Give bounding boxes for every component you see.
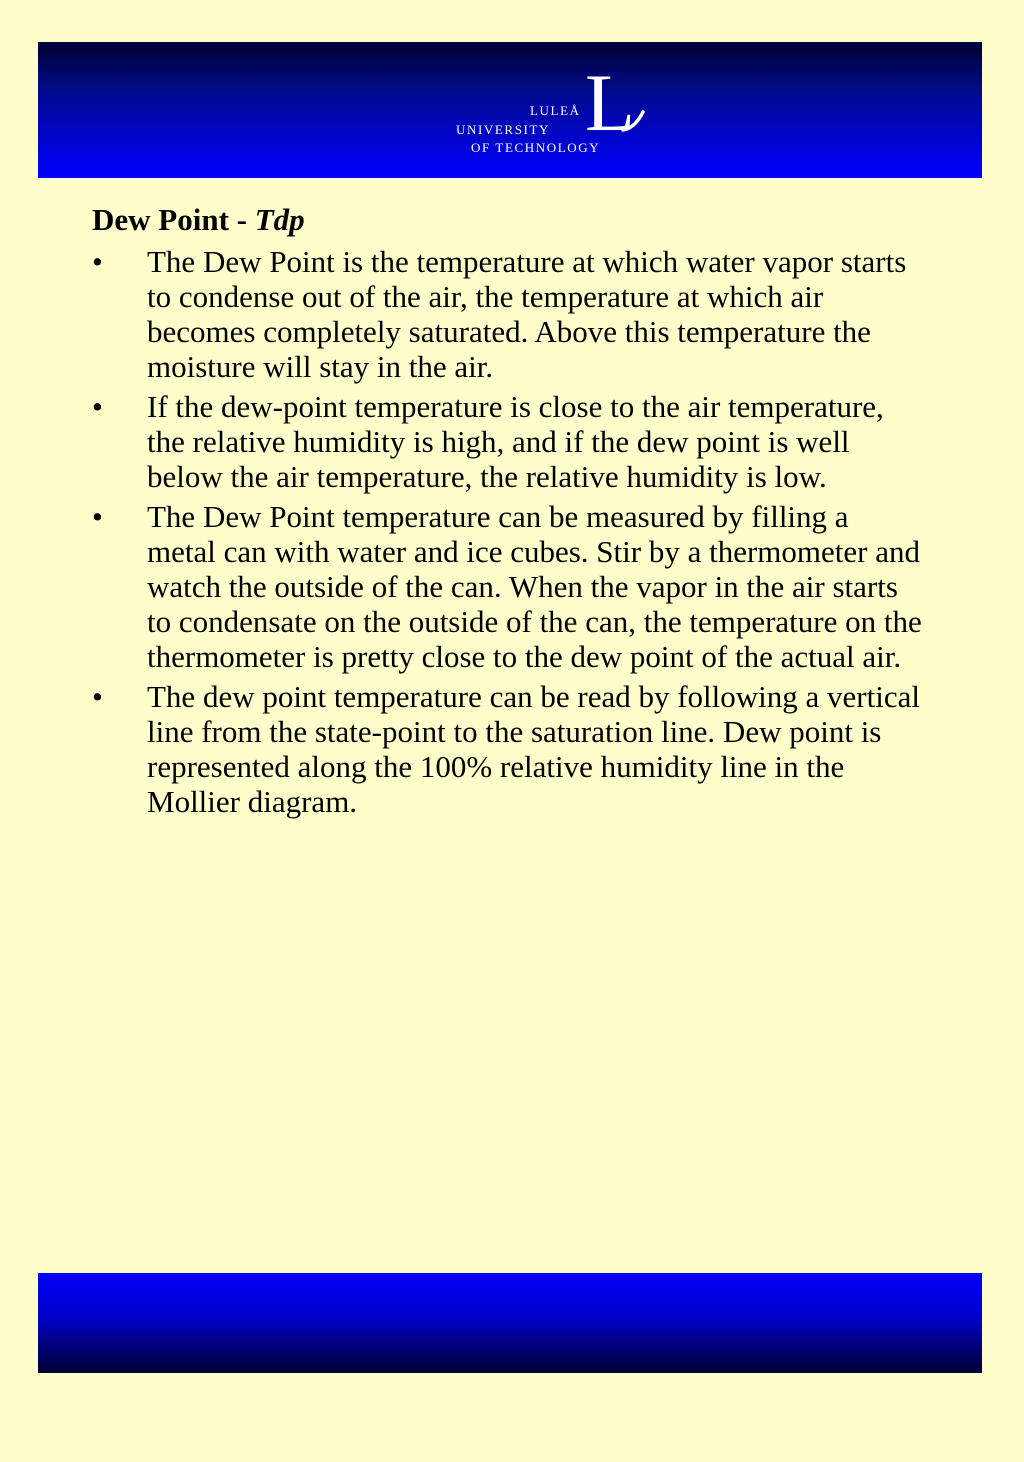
bullet-item-2 — [92, 389, 922, 494]
bullet-mark: • — [92, 389, 103, 424]
logo-l-mark-icon — [583, 68, 647, 140]
bullet-list — [92, 244, 922, 819]
bullet-item-3 — [92, 499, 922, 674]
logo-text-university: UNIVERSITY — [456, 122, 550, 137]
logo-text-of-technology: OF TECHNOLOGY — [471, 140, 601, 155]
heading-symbol: Tdp — [254, 202, 305, 237]
bullet-item-4 — [92, 679, 922, 819]
bullet-text-1: The Dew Point is the temperature at which water vapor starts to condense out of the air, the temperature at which air becomes completely saturated. Above this temperature the moisture will stay in the air. — [147, 244, 907, 384]
footer-banner — [38, 1273, 982, 1373]
bullet-text-4: The dew point temperature can be read by following a vertical line from the state-point to the saturation line. Dew point is represented along the 100% relative humidity line in the Mollier diagram. — [147, 679, 920, 819]
slide-heading — [92, 198, 922, 242]
bullet-text-3: The Dew Point temperature can be measured by filling a metal can with water and ice cubes. Stir by a thermometer and watch the outside of the can. When the vapor in the air starts to condensate on the outside of the can, the temperature on the thermometer is pretty close to the dew point of the actual air. — [147, 499, 922, 674]
bullet-text-2: If the dew-point temperature is close to the air temperature, the relative humidity is high, and if the dew point is well below the air temperature, the relative humidity is low. — [147, 389, 884, 494]
bullet-mark: • — [92, 499, 103, 534]
heading-text: Dew Point - — [92, 202, 255, 237]
bullet-mark: • — [92, 679, 103, 714]
logo-l-letter: L — [585, 68, 636, 140]
header-banner — [38, 42, 982, 178]
logo-text-lulea: LULEÅ — [530, 103, 581, 118]
slide-content — [92, 198, 922, 824]
bullet-mark: • — [92, 244, 103, 279]
bullet-item-1 — [92, 244, 922, 384]
university-logo — [418, 68, 658, 158]
